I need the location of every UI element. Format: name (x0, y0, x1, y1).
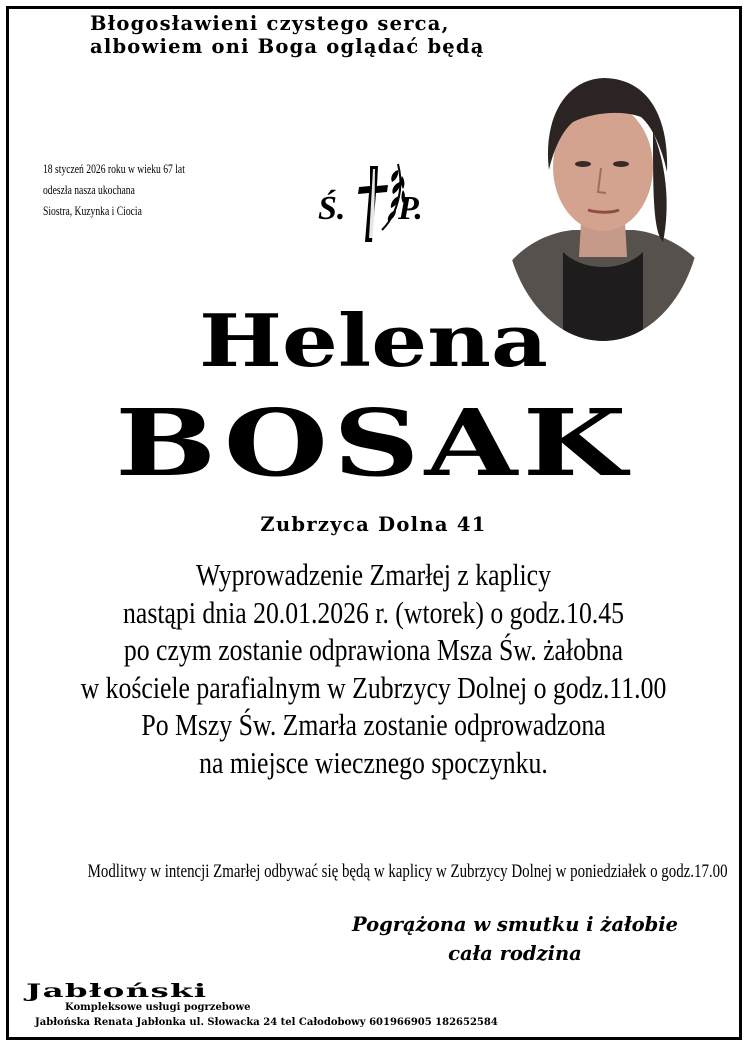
ceremony-line-3: po czym zostanie odprawiona Msza Św. żałobna (123, 632, 624, 667)
funeral-home-logo: Jabłoński (26, 980, 208, 1003)
funeral-home-tagline: Kompleksowe usługi pogrzebowe (65, 1002, 251, 1013)
ceremony-line-5: Po Mszy Św. Zmarła zostanie odprowadzona (141, 707, 606, 742)
first-name: Helena (199, 298, 548, 383)
last-name: BOSAK (115, 389, 632, 497)
ceremony-details (0, 556, 747, 781)
sp-right-letter: P. (398, 190, 423, 227)
family-signature (330, 910, 700, 968)
motto-line-2: albowiem oni Boga oglądać będą (90, 35, 485, 58)
prayer-notice-text: Modlitwy w intencji Zmarłej odbywać się będą w kaplicy w Zubrzycy Dolnej w poniedziałek o godz.17.00 (87, 861, 728, 882)
ceremony-line-2: nastąpi dnia 20.01.2026 r. (wtorek) o godz.10.45 (123, 594, 624, 630)
ceremony-line-4: w kościele parafialnym w Zubrzycy Dolnej o godz.11.00 (80, 669, 667, 705)
notice-line-1: 18 styczeń 2026 roku w wieku 67 lat (43, 161, 185, 176)
notice-line-2: odeszła nasza ukochana (43, 182, 135, 197)
death-notice (43, 158, 185, 221)
funeral-home-contact: Jabłońska Renata Jabłonka ul. Słowacka 24 tel Całodobowy 601966905 182652584 (35, 1017, 498, 1028)
family-line-2: cała rodzina (448, 942, 582, 965)
sp-left-letter: Ś. (318, 190, 346, 227)
sp-symbol (318, 160, 423, 246)
family-line-1: Pogrążona w smutku i żałobie (351, 913, 679, 936)
notice-line-3: Siostra, Kuzynka i Ciocia (43, 203, 142, 218)
prayer-notice (0, 860, 747, 884)
ceremony-line-1: Wyprowadzenie Zmarłej z kaplicy (196, 557, 551, 592)
motto-line-1: Błogosławieni czystego serca, (90, 12, 450, 35)
ceremony-line-6: na miejsce wiecznego spoczynku. (199, 744, 548, 780)
beatitude-motto (0, 12, 747, 58)
home-address: Zubrzyca Dolna 41 (260, 513, 487, 536)
